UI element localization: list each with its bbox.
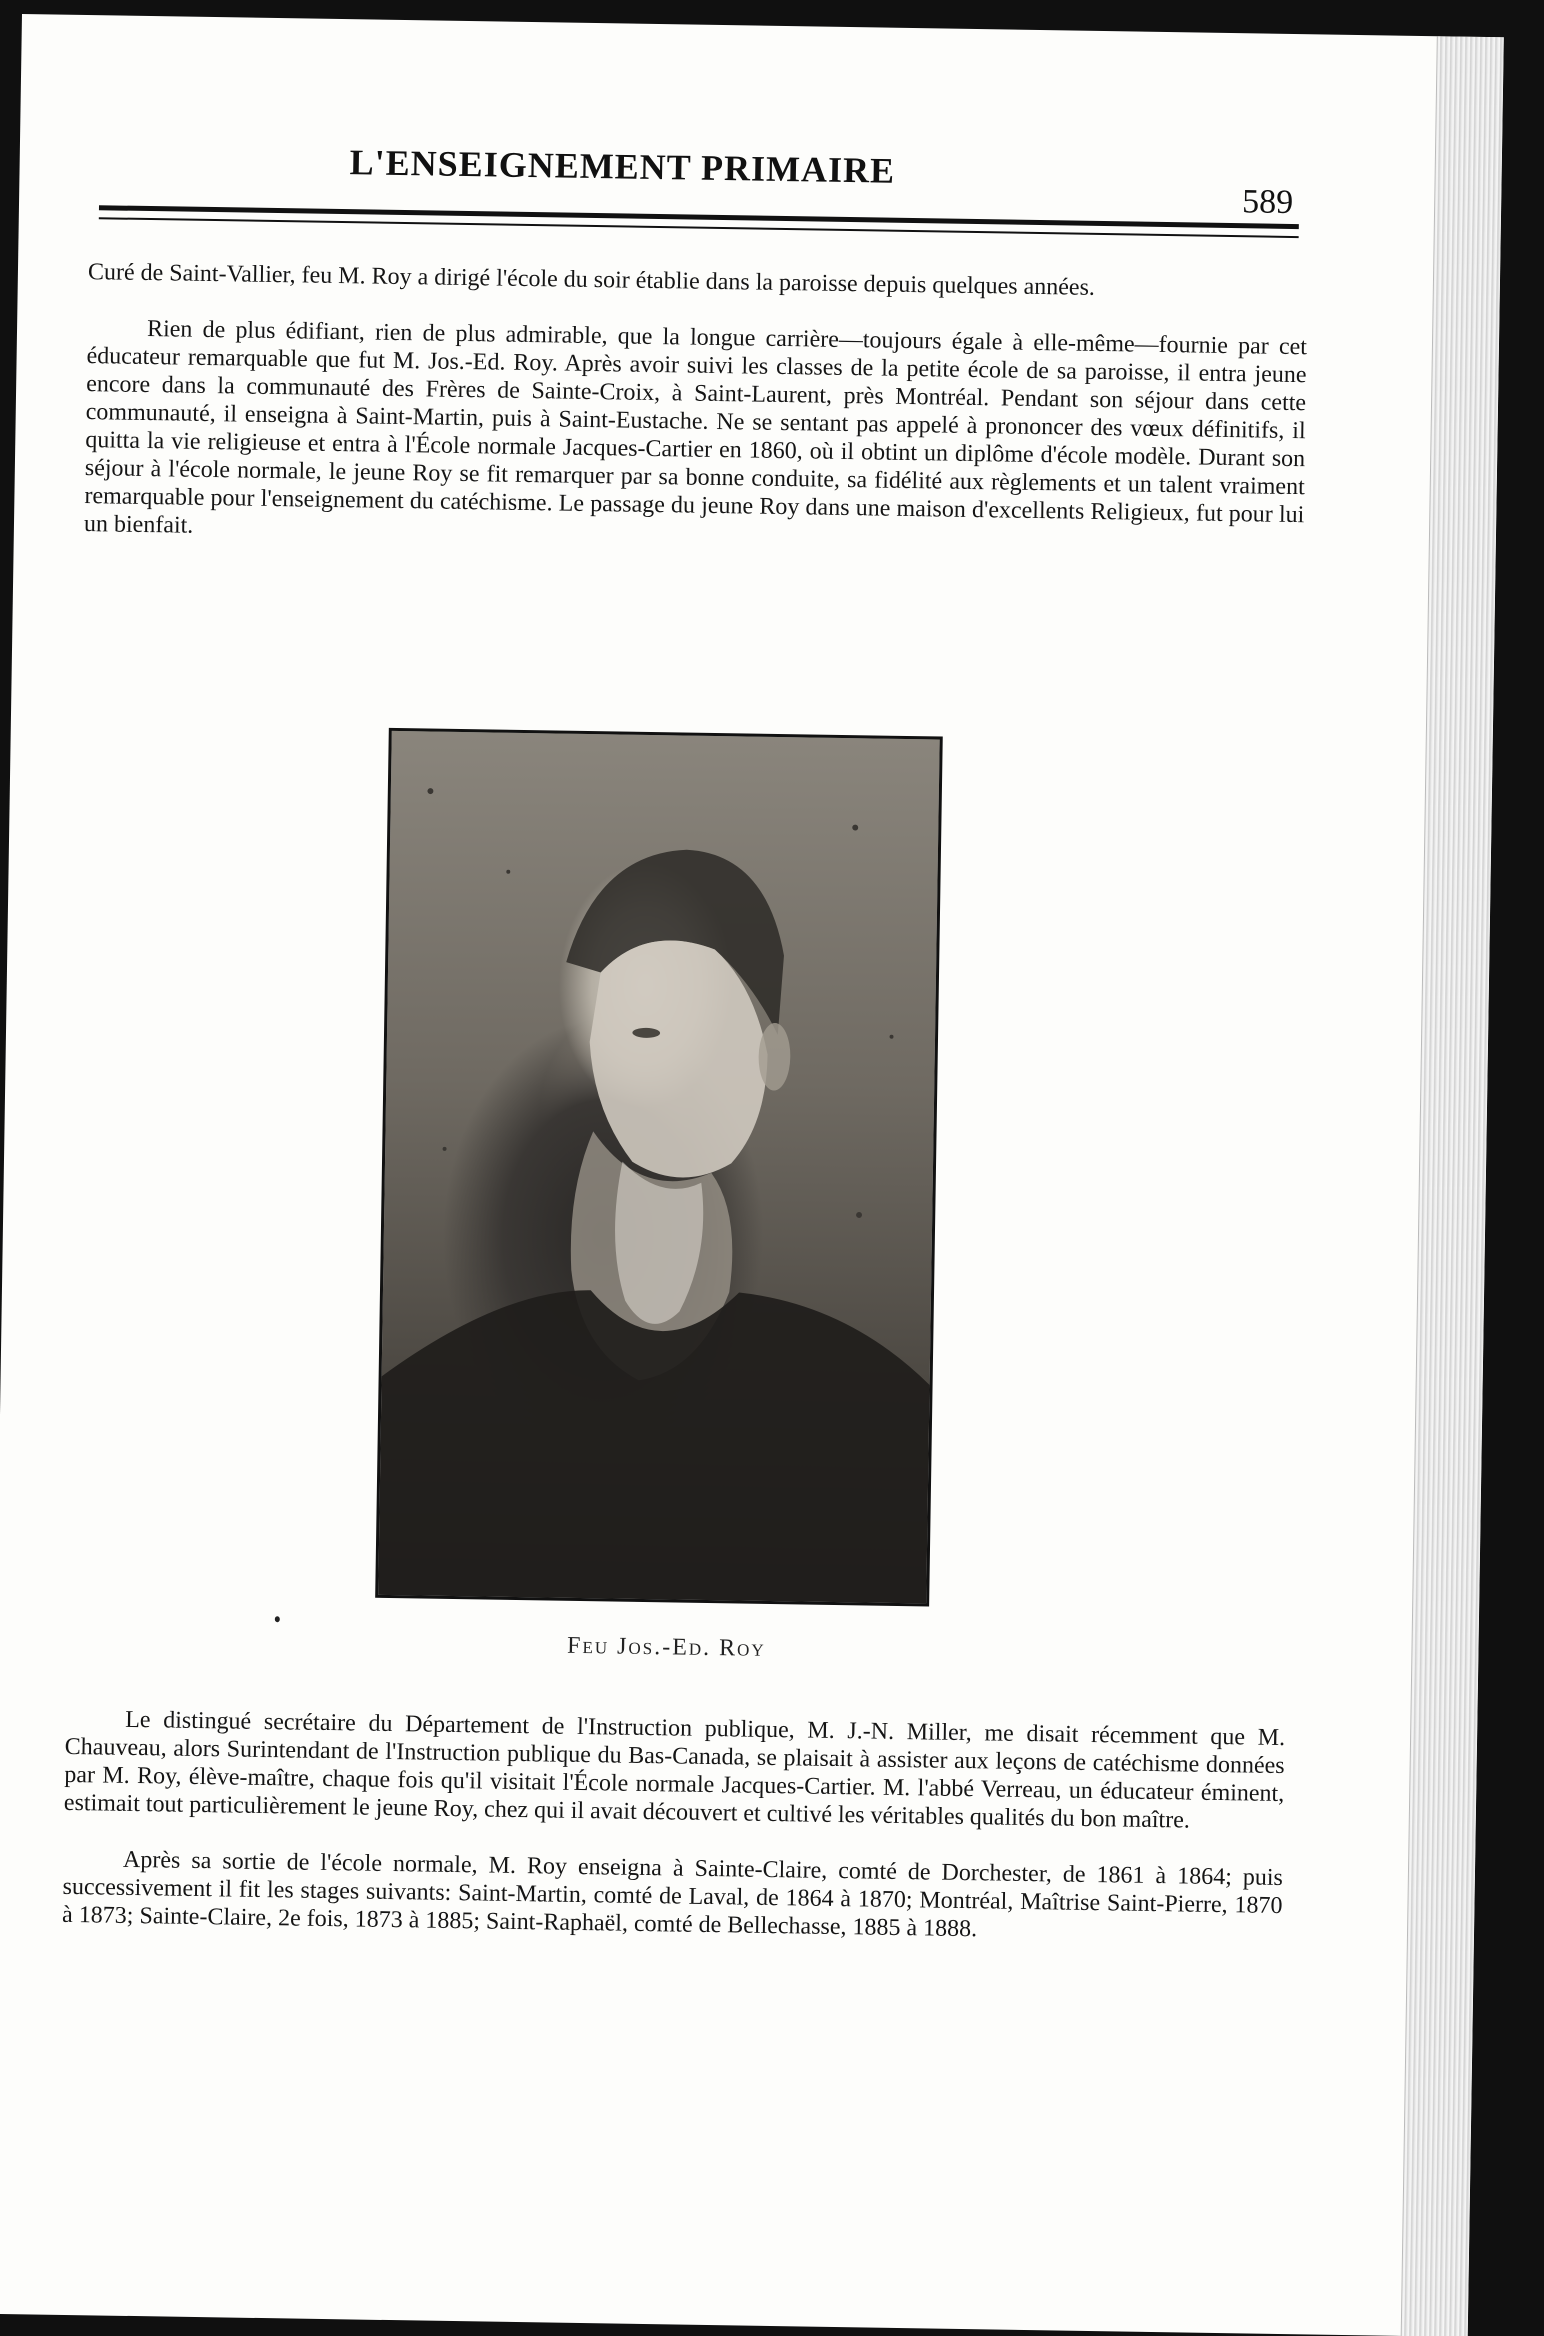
figure-caption: Feu Jos.-Ed. Roy — [566, 1632, 766, 1662]
portrait-photo — [375, 728, 943, 1607]
text-block-bottom — [62, 1705, 1285, 1948]
book-page — [0, 14, 1504, 2336]
running-title: L'ENSEIGNEMENT PRIMAIRE — [349, 142, 896, 191]
paragraph-1: Curé de Saint-Vallier, feu M. Roy a dirigé l'école du soir établie dans la paroisse depuis quelques années. — [87, 259, 1096, 301]
paragraph-2: Rien de plus édifiant, rien de plus admirable, que la longue carrière—toujours égale à elle-même—fournie par cet éducateur remarquable que fut M. Jos.-Ed. Roy. Après avoir suivi les classes de la petite école de sa paroisse, il entra jeune encore dans la communauté des Frères de Sainte-Croix, à Saint-Laurent, près Montréal. Pendant son séjour dans cette communauté, il enseigna à Saint-Martin, puis à Saint-Eustache. Ne se sentant pas appelé à prononcer des vœux définitifs, il quitta la vie religieuse et entra à l'École normale Jacques-Cartier en 1860, où il obtint un diplôme d'école modèle. Durant son séjour à l'école normale, le jeune Roy se fit remarquer par sa bonne conduite, sa fidélité aux règlements et un talent vraiment remarquable pour l'enseignement du catéchisme. Le passage du jeune Roy dans une maison d'excellents Religieux, fut pour lui un bienfait. — [83, 316, 1308, 539]
header-double-rule — [99, 205, 1299, 238]
paragraph-4: Après sa sortie de l'école normale, M. Roy enseigna à Sainte-Claire, comté de Dorchester, de 1861 à 1864; puis successivement il fit les stages suivants: Saint-Martin, comté de Laval, de 1864 à 1870; Montréal, Maîtrise Saint-Pierre, 1870 à 1873; Sainte-Claire, 2e fois, 1873 à 1885; Saint-Raphaël, comté de Bellechasse, 1885 à 1888. — [61, 1846, 1284, 1943]
portrait-illustration — [378, 731, 940, 1604]
text-block-top — [84, 258, 1308, 557]
page-edge-stack — [1401, 36, 1504, 2336]
print-speck — [275, 1616, 280, 1622]
page-number: 589 — [1241, 183, 1294, 221]
paragraph-3: Le distingué secrétaire du Département de l'Instruction publique, M. J.-N. Miller, me disait récemment que M. Chauveau, alors Surintendant de l'Instruction publique du Bas-Canada, se plaisait à assister aux leçons de catéchisme données par M. Roy, élève-maître, chaque fois qu'il visitait l'École normale Jacques-Cartier. M. l'abbé Verreau, un éducateur éminent, estimait tout particulièrement le jeune Roy, chez qui il avait découvert et cultivé les véritables qualités du bon maître. — [63, 1706, 1286, 1834]
